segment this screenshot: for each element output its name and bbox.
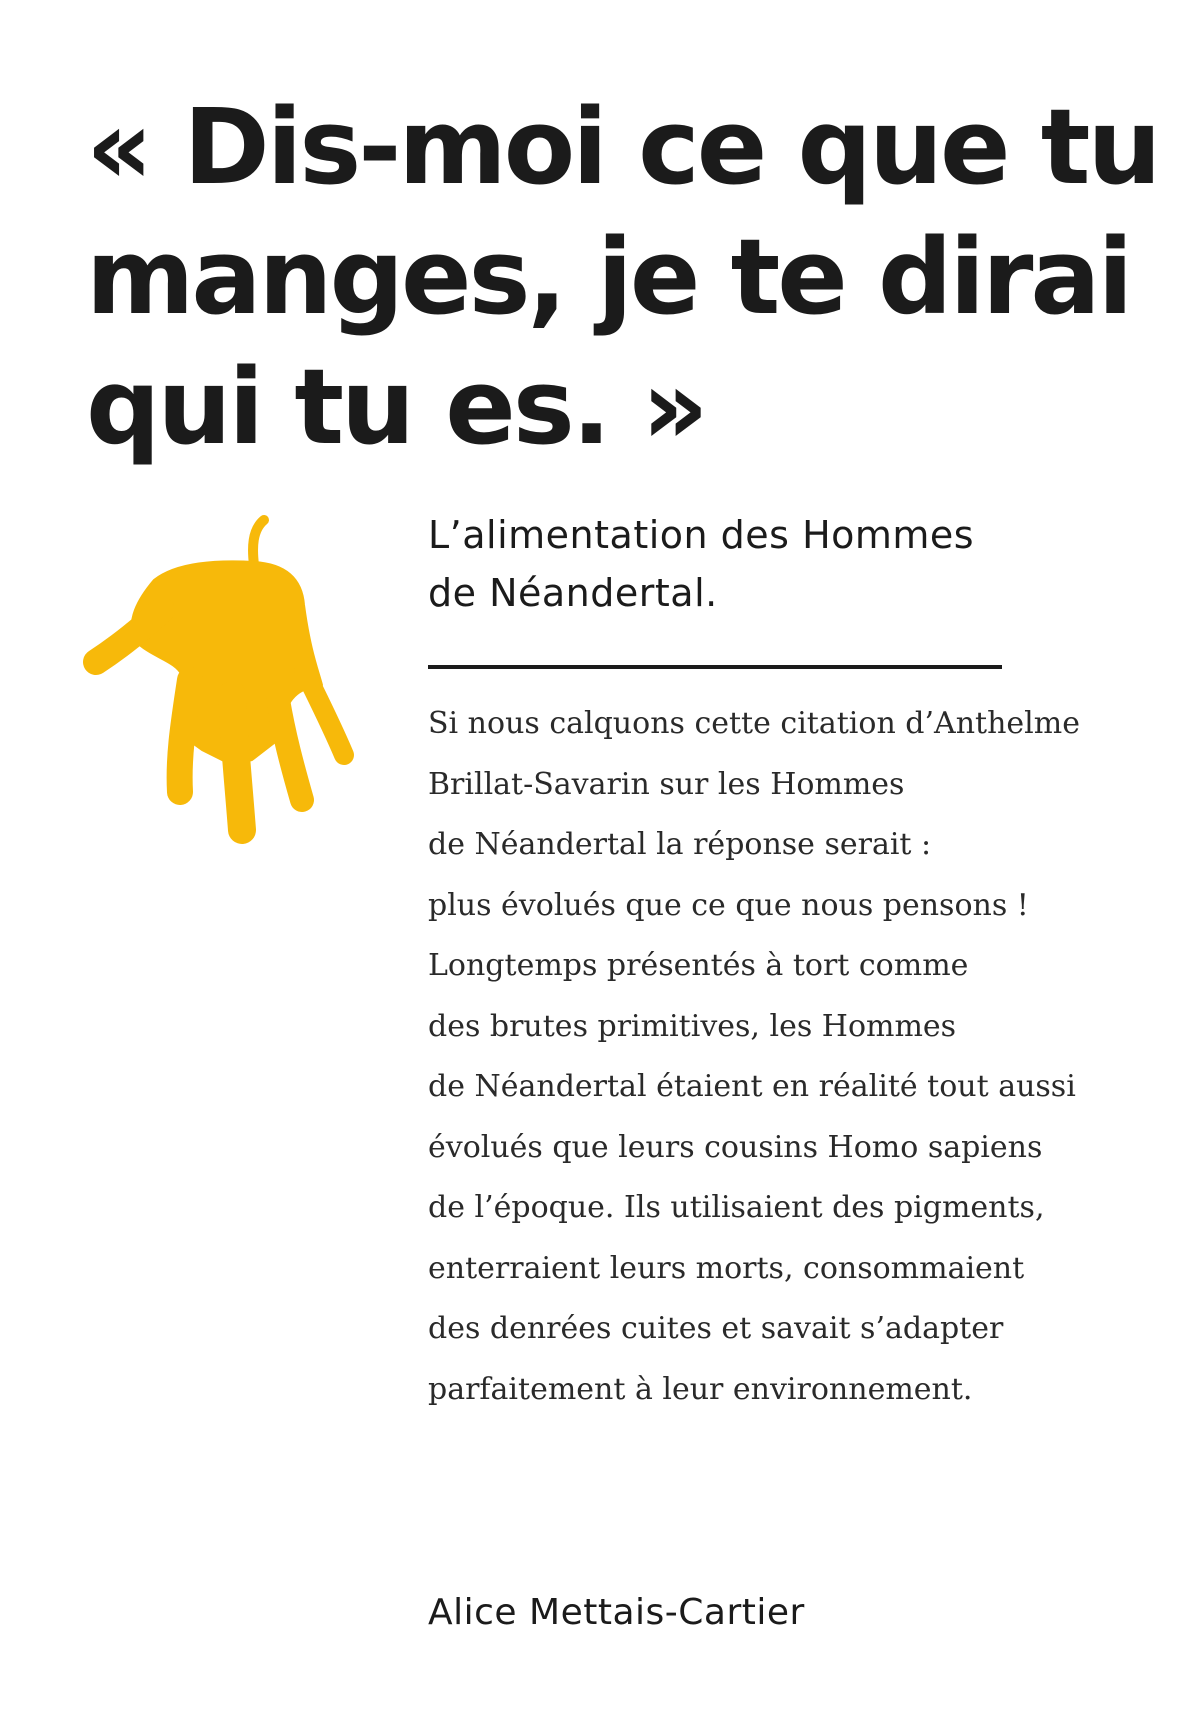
body-line: des denrées cuites et savait s’adapter — [428, 1311, 1004, 1346]
body-line: enterraient leurs morts, consommaient — [428, 1250, 1025, 1286]
quote-line: manges, je te dirai — [86, 216, 1131, 338]
body-line: de Néandertal étaient en réalité tout aussi — [428, 1069, 1076, 1104]
body-line: des brutes primitives, les Hommes — [428, 1008, 957, 1044]
body-line: évolués que leurs cousins Homo sapiens — [428, 1129, 1043, 1165]
subtitle-line: de Néandertal. — [428, 571, 718, 615]
quote-title — [86, 82, 1159, 472]
quote-line: « Dis-moi ce que tu — [86, 86, 1159, 208]
body-line: Longtemps présentés à tort comme — [428, 948, 969, 983]
quote-line: qui tu es. » — [86, 346, 706, 468]
body-line: de Néandertal la réponse serait : — [428, 827, 932, 862]
body-line: parfaitement à leur environnement. — [428, 1371, 973, 1407]
divider — [428, 665, 1002, 669]
subtitle — [428, 506, 1128, 622]
body-line: Brillat-Savarin sur les Hommes — [428, 766, 905, 802]
hand-fruit-icon — [82, 510, 372, 855]
body-paragraph — [428, 694, 1168, 1420]
body-line: Si nous calquons cette citation d’Anthelme — [428, 706, 1080, 741]
body-line: plus évolués que ce que nous pensons ! — [428, 887, 1029, 923]
body-line: de l’époque. Ils utilisaient des pigments, — [428, 1190, 1045, 1225]
author-name: Alice Mettais-Cartier — [428, 1592, 805, 1633]
subtitle-line: L’alimentation des Hommes — [428, 513, 975, 557]
